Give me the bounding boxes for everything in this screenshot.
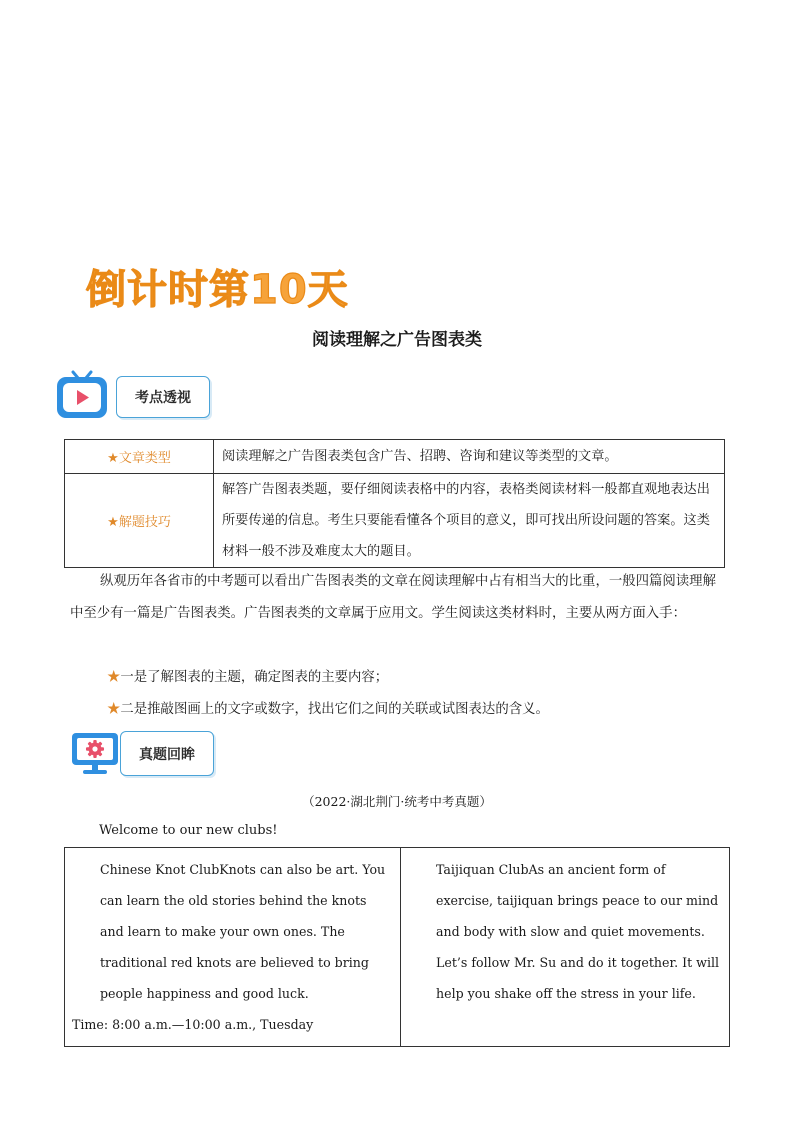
table-row xyxy=(65,474,725,568)
intro-paragraph: 纵观历年各省市的中考题可以看出广告图表类的文章在阅读理解中占有相当大的比重，一般四篇阅读理解中至少有一篇是广告图表类。广告图表类的文章属于应用文。学生阅读这类材料时，主要从两方面入手： xyxy=(70,574,716,621)
bullet-item xyxy=(107,698,549,717)
star-icon: ★ xyxy=(107,451,119,466)
club-description: Chinese Knot ClubKnots can also be art. You can learn the old stories behind the knots and learn to make your own ones. The traditional red knots are believed to bring people happiness and good luck. xyxy=(100,862,386,1001)
welcome-line: Welcome to our new clubs! xyxy=(99,823,278,838)
table-key: 解题技巧 xyxy=(118,515,171,530)
table-key-cell xyxy=(65,474,214,568)
star-icon: ★ xyxy=(107,702,121,717)
section-label-zhenti: 真题回眸 xyxy=(120,731,214,776)
table-row xyxy=(65,440,725,474)
table-key: 文章类型 xyxy=(118,451,171,466)
table-key-cell xyxy=(65,440,214,474)
bullet-text: 二是推敲图画上的文字或数字，找出它们之间的关联或试图表达的含义。 xyxy=(120,702,549,717)
info-table xyxy=(64,439,725,568)
club-cell-chinese-knot xyxy=(65,848,401,1047)
clubs-table xyxy=(64,847,730,1047)
club-cell-taijiquan xyxy=(401,848,730,1047)
club-time: Time: 8:00 a.m.—10:00 a.m., Tuesday xyxy=(72,1017,314,1032)
star-icon: ★ xyxy=(107,515,119,530)
section-label-kaodian: 考点透视 xyxy=(116,376,210,418)
club-description: Taijiquan ClubAs an ancient form of exercise, taijiquan brings peace to our mind and body with slow and quiet movements. Let’s follow Mr. Su and do it together. It will help you shake off the stress in your life. xyxy=(436,862,720,1001)
document-title: 阅读理解之广告图表类 xyxy=(312,330,482,350)
countdown-title: 倒计时第10天 xyxy=(86,267,349,313)
table-value: 解答广告图表类题，要仔细阅读表格中的内容，表格类阅读材料一般都直观地表达出所要传递的信息。考生只要能看懂各个项目的意义，即可找出所设问题的答案。这类材料一般不涉及难度太大的题目。 xyxy=(214,474,725,568)
question-source: （2022·湖北荆门·统考中考真题） xyxy=(302,794,492,809)
tv-play-icon xyxy=(56,370,108,420)
monitor-gear-icon xyxy=(71,732,119,776)
star-icon: ★ xyxy=(107,670,121,685)
bullet-text: 一是了解图表的主题，确定图表的主要内容； xyxy=(120,670,389,685)
table-row xyxy=(65,848,730,1047)
bullet-item xyxy=(107,666,388,685)
table-value: 阅读理解之广告图表类包含广告、招聘、咨询和建议等类型的文章。 xyxy=(214,440,725,474)
